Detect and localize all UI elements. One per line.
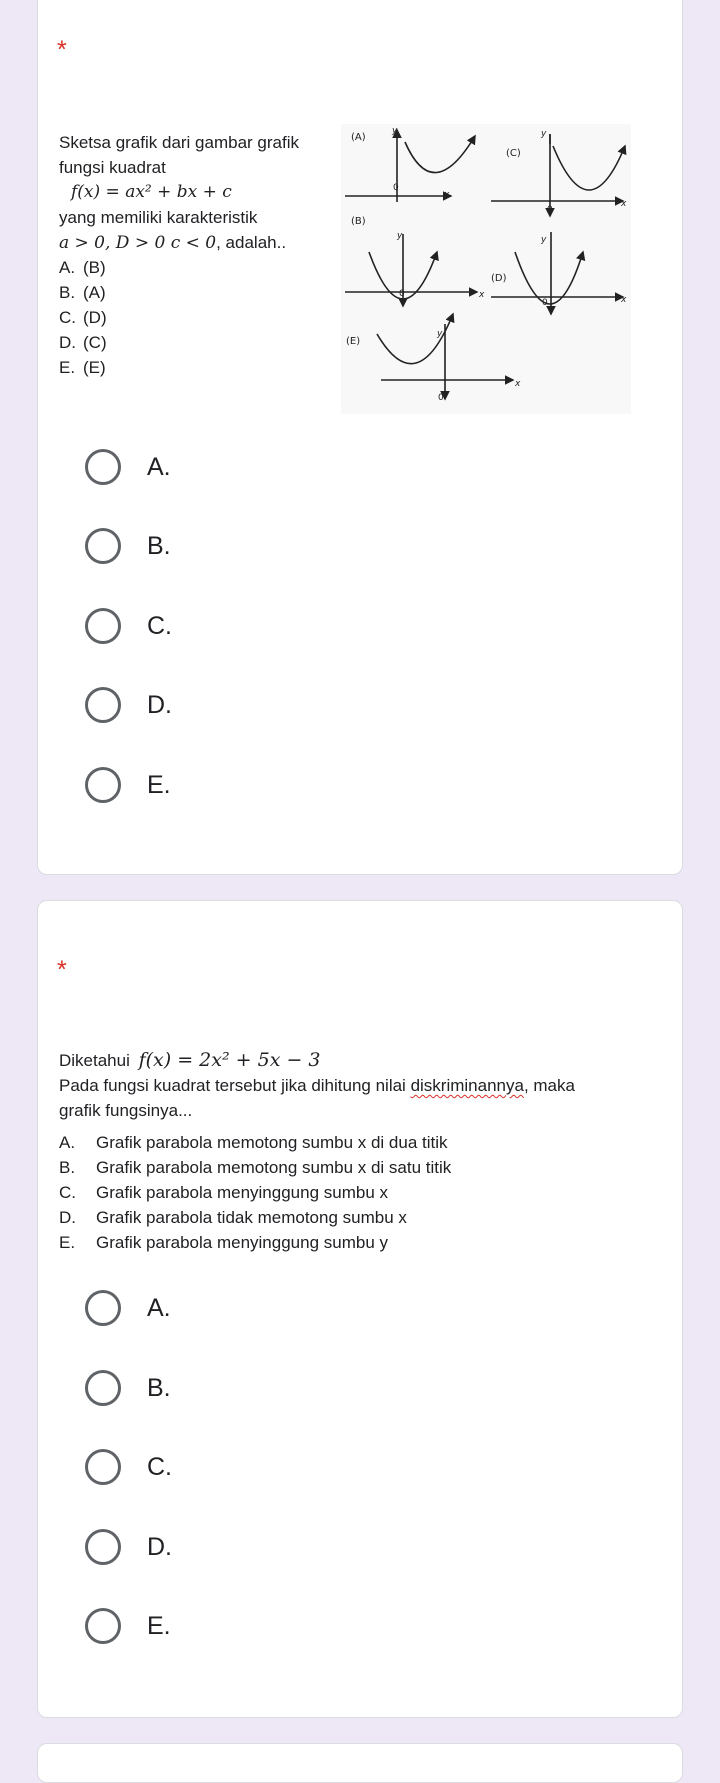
q2-formula: f(x) = 2x² + 5x − 3 [138, 1049, 321, 1071]
graph-label-d: (D) [491, 273, 507, 284]
option-letter: C. [59, 1183, 76, 1202]
list-item [59, 1180, 451, 1205]
axis-y-label: y [392, 126, 398, 136]
list-item [59, 1230, 451, 1255]
q1-condition-line [59, 230, 299, 256]
option-letter: E. [59, 358, 76, 377]
option-letter: A. [59, 258, 76, 277]
choice-label: A. [147, 452, 171, 481]
list-item [59, 1155, 451, 1180]
list-item [59, 1130, 451, 1155]
graph-c [491, 134, 625, 216]
q2-line-2a: Pada fungsi kuadrat tersebut jika dihitung nilai [59, 1076, 411, 1095]
graph-e [377, 314, 513, 399]
list-item [59, 255, 107, 280]
option-text: (B) [83, 258, 106, 277]
radio-button[interactable] [85, 1370, 121, 1406]
required-asterisk: * [57, 36, 67, 64]
choice-label: C. [147, 1452, 172, 1481]
axis-x-label: x [621, 295, 627, 305]
axis-origin: 0 [438, 393, 444, 403]
required-asterisk: * [57, 956, 67, 984]
option-text: (C) [83, 333, 107, 352]
choice-label: E. [147, 770, 171, 799]
list-item [59, 1205, 451, 1230]
q1-line-4: yang memiliki karakteristik [59, 208, 258, 227]
radio-button[interactable] [85, 1529, 121, 1565]
q2-line-1 [59, 1048, 575, 1073]
option-text: Grafik parabola menyinggung sumbu y [96, 1233, 388, 1252]
q2-prefix: Diketahui [59, 1051, 130, 1070]
radio-button[interactable] [85, 528, 121, 564]
list-item [59, 305, 107, 330]
question-card-3 [37, 1743, 683, 1783]
axis-origin: 0 [542, 298, 548, 308]
axis-origin: 0 [399, 289, 405, 299]
axis-x-label: x [515, 379, 521, 389]
choice-label: B. [147, 531, 171, 560]
choice-label: C. [147, 611, 172, 640]
option-text: (A) [83, 283, 106, 302]
option-text: Grafik parabola tidak memotong sumbu x [96, 1208, 407, 1227]
graph-b [345, 234, 477, 306]
q1-line-2: fungsi kuadrat [59, 158, 166, 177]
q2-option-list [59, 1130, 451, 1255]
q2-line-3: grafik fungsinya... [59, 1101, 193, 1120]
list-item [59, 330, 107, 355]
option-text: (D) [83, 308, 107, 327]
radio-button[interactable] [85, 449, 121, 485]
q1-formula: f(x) = ax² + bx + c [71, 182, 232, 202]
radio-button[interactable] [85, 767, 121, 803]
q2-choice-e[interactable] [85, 1605, 171, 1647]
graph-label-e: (E) [346, 336, 361, 347]
graph-label-b: (B) [351, 216, 366, 227]
q2-line-2c: , maka [523, 1076, 575, 1095]
option-letter: D. [59, 333, 76, 352]
axis-y-label: y [397, 231, 403, 241]
q2-choice-d[interactable] [85, 1526, 172, 1568]
q2-line-2b: diskriminannya [410, 1076, 524, 1095]
question-1-text [59, 130, 299, 256]
q1-condition: a > 0, D > 0 c < 0 [59, 233, 217, 253]
graph-label-a: (A) [351, 132, 366, 143]
option-text: Grafik parabola memotong sumbu x di satu titik [96, 1158, 452, 1177]
q1-line-1: Sketsa grafik dari gambar grafik [59, 133, 299, 152]
choice-label: D. [147, 690, 172, 719]
axis-x-label: x [479, 290, 485, 300]
q1-choice-b[interactable] [85, 525, 171, 567]
radio-button[interactable] [85, 1449, 121, 1485]
q1-choice-a[interactable] [85, 446, 171, 488]
graph-d [491, 232, 623, 314]
graph-label-c: (C) [506, 148, 521, 159]
q2-line-2 [59, 1073, 575, 1098]
axis-y-label: y [541, 129, 547, 139]
radio-button[interactable] [85, 687, 121, 723]
option-letter: A. [59, 1133, 76, 1152]
list-item [59, 280, 107, 305]
option-text: (E) [83, 358, 106, 377]
axis-x-label: x [444, 190, 450, 200]
q1-condition-tail: , adalah.. [216, 233, 287, 252]
radio-button[interactable] [85, 1290, 121, 1326]
choice-label: A. [147, 1293, 171, 1322]
option-text: Grafik parabola memotong sumbu x di dua titik [96, 1133, 448, 1152]
axis-y-label: y [541, 235, 547, 245]
axis-x-label: x [621, 199, 627, 209]
option-text: Grafik parabola menyinggung sumbu x [96, 1183, 388, 1202]
q2-choice-a[interactable] [85, 1287, 171, 1329]
q1-choice-e[interactable] [85, 764, 171, 806]
option-letter: B. [59, 283, 76, 302]
radio-button[interactable] [85, 1608, 121, 1644]
radio-button[interactable] [85, 608, 121, 644]
axis-origin: 0 [393, 183, 399, 193]
list-item [59, 355, 107, 380]
choice-label: D. [147, 1532, 172, 1561]
choice-label: B. [147, 1373, 171, 1402]
option-letter: E. [59, 1233, 76, 1252]
axis-origin: 0 [547, 205, 553, 215]
q1-choice-c[interactable] [85, 605, 172, 647]
q2-choice-c[interactable] [85, 1446, 172, 1488]
q2-choice-b[interactable] [85, 1367, 171, 1409]
option-letter: C. [59, 308, 76, 327]
option-letter: B. [59, 1158, 76, 1177]
q1-choice-d[interactable] [85, 684, 172, 726]
choice-label: E. [147, 1611, 171, 1640]
axis-y-label: y [437, 329, 443, 339]
parabola-graphs-figure [341, 124, 631, 414]
q1-option-list [59, 255, 107, 380]
question-2-text [59, 1048, 575, 1123]
option-letter: D. [59, 1208, 76, 1227]
